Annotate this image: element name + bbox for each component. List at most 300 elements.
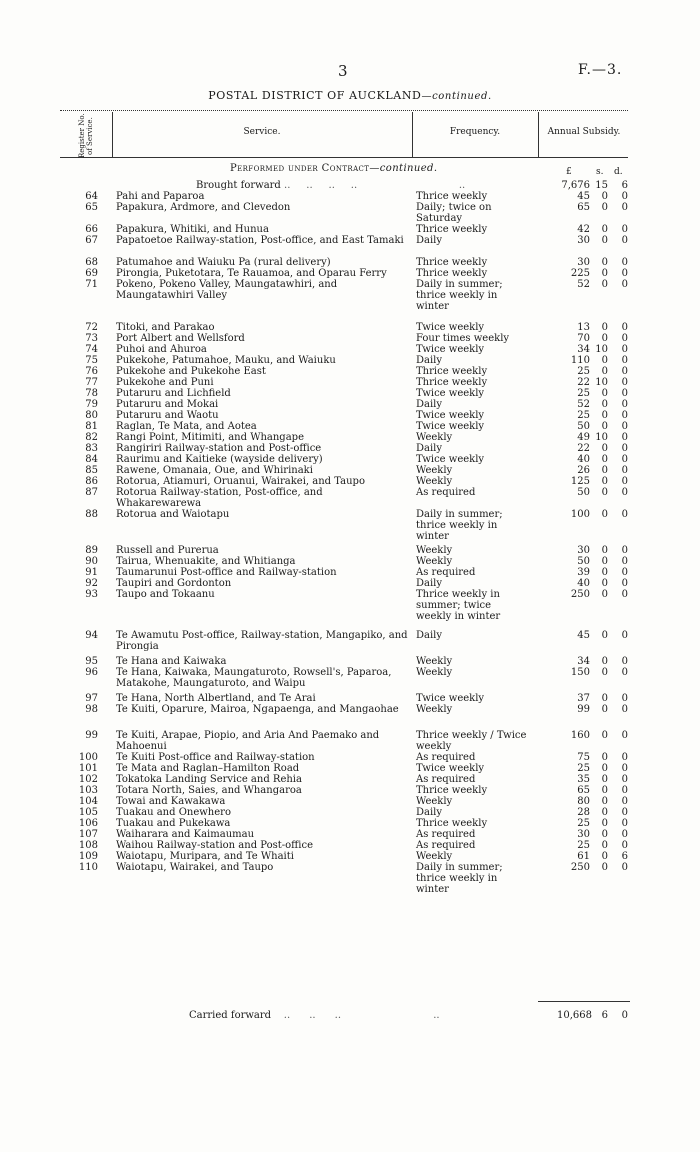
subsidy-pounds: 50 xyxy=(577,421,590,432)
service-route: Te Kuiti, Oparure, Mairoa, Ngapaenga, and Mangaohae xyxy=(116,704,399,715)
table-row xyxy=(0,257,700,268)
service-route: Rangi Point, Mitimiti, and Whangape xyxy=(116,432,304,443)
service-frequency: As required xyxy=(416,752,476,763)
annual-subsidy xyxy=(548,279,628,290)
section-heading xyxy=(230,163,437,174)
subsidy-shillings: 0 xyxy=(601,656,608,667)
subsidy-pounds: 25 xyxy=(577,763,590,774)
annual-subsidy xyxy=(548,465,628,476)
service-frequency: Four times weekly xyxy=(416,333,510,344)
service-frequency: Twice weekly xyxy=(416,344,485,355)
subsidy-shillings: 0 xyxy=(601,630,608,641)
subsidy-pence: 0 xyxy=(621,322,628,333)
subsidy-shillings: 0 xyxy=(601,487,608,498)
register-number: 100 xyxy=(78,752,98,763)
service-route: Patumahoe and Waiuku Pa (rural delivery) xyxy=(116,257,331,268)
subsidy-pence: 0 xyxy=(621,465,628,476)
service-frequency: Daily in summer; thrice weekly in winter xyxy=(416,279,503,312)
annual-subsidy xyxy=(548,476,628,487)
header-top-rule xyxy=(60,110,628,111)
service-frequency: Thrice weekly xyxy=(416,377,488,388)
annual-subsidy xyxy=(548,322,628,333)
subsidy-pounds: 225 xyxy=(570,268,590,279)
subsidy-pence: 0 xyxy=(621,235,628,246)
subsidy-shillings: 0 xyxy=(601,322,608,333)
register-number: 84 xyxy=(85,454,98,465)
subsidy-pence: 0 xyxy=(621,567,628,578)
service-frequency: Daily xyxy=(416,578,443,589)
subsidy-pence: 0 xyxy=(621,578,628,589)
subsidy-pounds: 160 xyxy=(570,730,590,741)
table-row xyxy=(0,589,700,630)
subsidy-pence: 0 xyxy=(621,693,628,704)
table-row xyxy=(0,807,700,818)
annual-subsidy xyxy=(548,785,628,796)
register-number: 107 xyxy=(78,829,98,840)
page-number: 3 xyxy=(338,62,348,80)
subsidy-pounds: 100 xyxy=(570,509,590,520)
service-frequency: As required xyxy=(416,487,476,498)
register-number: 93 xyxy=(85,589,98,600)
subsidy-pounds: 34 xyxy=(577,656,590,667)
register-number: 83 xyxy=(85,443,98,454)
subsidy-pence: 0 xyxy=(621,667,628,678)
total-rule xyxy=(538,1001,630,1002)
subsidy-shillings: 0 xyxy=(601,454,608,465)
annual-subsidy xyxy=(548,774,628,785)
service-route: Papakura, Whitiki, and Hunua xyxy=(116,224,269,235)
column-header-frequency: Frequency. xyxy=(449,127,501,137)
subsidy-pence: 0 xyxy=(621,630,628,641)
annual-subsidy xyxy=(548,355,628,366)
subsidy-pence: 0 xyxy=(621,785,628,796)
annual-subsidy xyxy=(548,589,628,600)
annual-subsidy xyxy=(548,454,628,465)
service-route: Waihou Railway-station and Post-office xyxy=(116,840,313,851)
subsidy-pounds: 45 xyxy=(577,630,590,641)
subsidy-pence: 0 xyxy=(621,829,628,840)
section-heading-text: Performed under Contract xyxy=(230,163,370,174)
document-reference: F.—3. xyxy=(578,62,623,78)
service-route: Raurimu and Kaitieke (wayside delivery) xyxy=(116,454,323,465)
subsidy-pounds: 250 xyxy=(570,589,590,600)
subsidy-shillings: 0 xyxy=(601,862,608,873)
service-frequency: Daily xyxy=(416,630,443,641)
subsidy-pounds: 30 xyxy=(577,545,590,556)
annual-subsidy xyxy=(548,410,628,421)
register-number: 87 xyxy=(85,487,98,498)
service-frequency: Weekly xyxy=(416,465,453,476)
subsidy-shillings: 0 xyxy=(601,235,608,246)
register-number: 95 xyxy=(85,656,98,667)
service-frequency: Weekly xyxy=(416,851,453,862)
register-number: 96 xyxy=(85,667,98,678)
service-route: Pahi and Paparoa xyxy=(116,191,205,202)
table-row xyxy=(0,235,700,257)
annual-subsidy xyxy=(548,840,628,851)
service-route: Rotorua and Waiotapu xyxy=(116,509,230,520)
service-route: Papakura, Ardmore, and Clevedon xyxy=(116,202,291,213)
register-number: 81 xyxy=(85,421,98,432)
carried-forward-label: Carried forward .. .. .. .. xyxy=(189,1010,440,1021)
subsidy-pounds: 37 xyxy=(577,693,590,704)
annual-subsidy xyxy=(548,545,628,556)
table-row xyxy=(0,454,700,465)
register-number: 82 xyxy=(85,432,98,443)
brought-forward-shillings: 15 xyxy=(595,180,608,191)
brought-forward-label: Brought forward .. .. .. .. .. xyxy=(196,180,466,191)
service-frequency: Twice weekly xyxy=(416,410,485,421)
subsidy-pounds: 30 xyxy=(577,257,590,268)
subsidy-shillings: 0 xyxy=(601,589,608,600)
table-row xyxy=(0,785,700,796)
subsidy-pence: 0 xyxy=(621,807,628,818)
register-number: 110 xyxy=(78,862,98,873)
annual-subsidy xyxy=(548,432,628,443)
table-row xyxy=(0,630,700,656)
annual-subsidy xyxy=(548,829,628,840)
subsidy-shillings: 0 xyxy=(601,829,608,840)
subsidy-shillings: 10 xyxy=(595,344,608,355)
service-route: Te Hana and Kaiwaka xyxy=(116,656,227,667)
service-frequency: Weekly xyxy=(416,545,453,556)
register-number: 89 xyxy=(85,545,98,556)
annual-subsidy xyxy=(548,399,628,410)
subsidy-pence: 0 xyxy=(621,421,628,432)
carried-forward-pounds: 10,668 xyxy=(557,1010,592,1021)
subsidy-pence: 0 xyxy=(621,840,628,851)
subsidy-pence: 6 xyxy=(621,851,628,862)
service-route: Te Kuiti, Arapae, Piopio, and Aria And Paemako and Mahoenui xyxy=(116,730,380,752)
page-title xyxy=(0,89,700,102)
subsidy-pounds: 125 xyxy=(570,476,590,487)
subsidy-pounds: 22 xyxy=(577,377,590,388)
subsidy-pounds: 42 xyxy=(577,224,590,235)
service-route: Tuakau and Pukekawa xyxy=(116,818,231,829)
subsidy-shillings: 10 xyxy=(595,377,608,388)
service-frequency: Weekly xyxy=(416,476,453,487)
subsidy-shillings: 0 xyxy=(601,818,608,829)
table-row xyxy=(0,443,700,454)
annual-subsidy xyxy=(548,730,628,741)
currency-shillings: s. xyxy=(596,167,604,177)
service-route: Putaruru and Waotu xyxy=(116,410,219,421)
service-route: Taupiri and Gordonton xyxy=(116,578,232,589)
subsidy-pence: 0 xyxy=(621,730,628,741)
subsidy-pence: 0 xyxy=(621,355,628,366)
subsidy-pounds: 65 xyxy=(577,785,590,796)
table-row xyxy=(0,796,700,807)
subsidy-pence: 0 xyxy=(621,399,628,410)
subsidy-shillings: 0 xyxy=(601,410,608,421)
service-frequency: As required xyxy=(416,829,476,840)
service-route: Putaruru and Mokai xyxy=(116,399,219,410)
service-route: Towai and Kawakawa xyxy=(116,796,226,807)
service-frequency: Weekly xyxy=(416,432,453,443)
carried-forward-amount xyxy=(548,1010,628,1021)
table-row xyxy=(0,399,700,410)
service-frequency: Twice weekly xyxy=(416,454,485,465)
subsidy-pence: 0 xyxy=(621,191,628,202)
service-frequency: Thrice weekly xyxy=(416,257,488,268)
table-row xyxy=(0,224,700,235)
currency-pence: d. xyxy=(614,167,623,177)
subsidy-pounds: 150 xyxy=(570,667,590,678)
annual-subsidy xyxy=(548,257,628,268)
brought-forward-pence: 6 xyxy=(621,180,628,191)
subsidy-pounds: 28 xyxy=(577,807,590,818)
table-row xyxy=(0,465,700,476)
subsidy-pounds: 70 xyxy=(577,333,590,344)
subsidy-pounds: 13 xyxy=(577,322,590,333)
register-number: 86 xyxy=(85,476,98,487)
subsidy-pounds: 25 xyxy=(577,840,590,851)
subsidy-pence: 0 xyxy=(621,432,628,443)
service-route: Rotorua, Atiamuri, Oruanui, Wairakei, and Taupo xyxy=(116,476,365,487)
subsidy-pence: 0 xyxy=(621,487,628,498)
subsidy-pounds: 65 xyxy=(577,202,590,213)
register-number: 69 xyxy=(85,268,98,279)
annual-subsidy xyxy=(548,344,628,355)
annual-subsidy xyxy=(548,421,628,432)
subsidy-pounds: 25 xyxy=(577,366,590,377)
subsidy-shillings: 0 xyxy=(601,774,608,785)
annual-subsidy xyxy=(548,268,628,279)
service-frequency: Weekly xyxy=(416,556,453,567)
service-frequency: Thrice weekly xyxy=(416,785,488,796)
subsidy-pence: 0 xyxy=(621,443,628,454)
annual-subsidy xyxy=(548,333,628,344)
subsidy-pence: 0 xyxy=(621,410,628,421)
subsidy-pounds: 50 xyxy=(577,556,590,567)
register-number: 66 xyxy=(85,224,98,235)
subsidy-pounds: 25 xyxy=(577,410,590,421)
register-number: 92 xyxy=(85,578,98,589)
service-route: Puhoi and Ahuroa xyxy=(116,344,207,355)
subsidy-pounds: 61 xyxy=(577,851,590,862)
service-route: Te Hana, Kaiwaka, Maungaturoto, Rowsell's, Paparoa, Matakohe, Maungaturoto, and Waipu xyxy=(116,667,392,689)
subsidy-pence: 0 xyxy=(621,333,628,344)
subsidy-shillings: 0 xyxy=(601,730,608,741)
register-number: 98 xyxy=(85,704,98,715)
currency-pounds: £ xyxy=(566,167,572,177)
service-route: Taupo and Tokaanu xyxy=(116,589,215,600)
subsidy-pounds: 40 xyxy=(577,578,590,589)
subsidy-shillings: 0 xyxy=(601,268,608,279)
subsidy-pence: 0 xyxy=(621,818,628,829)
annual-subsidy xyxy=(548,862,628,873)
subsidy-pence: 0 xyxy=(621,344,628,355)
annual-subsidy xyxy=(548,224,628,235)
table-row xyxy=(0,487,700,509)
subsidy-shillings: 0 xyxy=(601,388,608,399)
subsidy-pence: 0 xyxy=(621,476,628,487)
subsidy-shillings: 0 xyxy=(601,796,608,807)
table-row xyxy=(0,191,700,202)
register-number: 99 xyxy=(85,730,98,741)
subsidy-shillings: 0 xyxy=(601,443,608,454)
service-route: Rawene, Omanaia, Oue, and Whirinaki xyxy=(116,465,313,476)
subsidy-shillings: 10 xyxy=(595,432,608,443)
annual-subsidy xyxy=(548,377,628,388)
table-row xyxy=(0,704,700,730)
subsidy-shillings: 0 xyxy=(601,752,608,763)
header-bottom-rule xyxy=(60,157,628,158)
subsidy-shillings: 0 xyxy=(601,509,608,520)
subsidy-pounds: 26 xyxy=(577,465,590,476)
subsidy-shillings: 0 xyxy=(601,840,608,851)
subsidy-shillings: 0 xyxy=(601,399,608,410)
register-number: 85 xyxy=(85,465,98,476)
page-title-text: POSTAL DISTRICT OF AUCKLAND xyxy=(208,89,422,102)
service-route: Te Awamutu Post-office, Railway-station, Mangapiko, and Pirongia xyxy=(116,630,408,652)
register-number: 88 xyxy=(85,509,98,520)
annual-subsidy xyxy=(548,693,628,704)
register-number: 79 xyxy=(85,399,98,410)
service-route: Russell and Purerua xyxy=(116,545,219,556)
service-frequency: Daily xyxy=(416,399,443,410)
service-frequency: Thrice weekly xyxy=(416,224,488,235)
subsidy-pence: 0 xyxy=(621,388,628,399)
subsidy-pounds: 80 xyxy=(577,796,590,807)
service-frequency: Daily; twice on Saturday xyxy=(416,202,492,224)
subsidy-pence: 0 xyxy=(621,704,628,715)
table-row xyxy=(0,829,700,840)
table-row xyxy=(0,377,700,388)
subsidy-shillings: 0 xyxy=(601,693,608,704)
subsidy-pence: 0 xyxy=(621,545,628,556)
annual-subsidy xyxy=(548,752,628,763)
subsidy-pounds: 40 xyxy=(577,454,590,465)
table-row xyxy=(0,862,700,895)
register-number: 64 xyxy=(85,191,98,202)
table-row xyxy=(0,556,700,567)
column-header-service: Service. xyxy=(243,127,281,137)
annual-subsidy xyxy=(548,630,628,641)
service-route: Putaruru and Lichfield xyxy=(116,388,231,399)
subsidy-shillings: 0 xyxy=(601,567,608,578)
section-heading-suffix: —continued. xyxy=(369,163,438,174)
subsidy-pence: 0 xyxy=(621,279,628,290)
service-frequency: Weekly xyxy=(416,667,453,678)
service-route: Rangiriri Railway-station and Post-office xyxy=(116,443,322,454)
service-route: Pokeno, Pokeno Valley, Maungatawhiri, and Maungatawhiri Valley xyxy=(116,279,338,301)
subsidy-shillings: 0 xyxy=(601,578,608,589)
register-number: 103 xyxy=(78,785,98,796)
service-route: Pukekohe and Pukekohe East xyxy=(116,366,266,377)
subsidy-shillings: 0 xyxy=(601,257,608,268)
service-route: Waiharara and Kaimaumau xyxy=(116,829,255,840)
subsidy-pounds: 25 xyxy=(577,818,590,829)
table-row xyxy=(0,279,700,322)
register-number: 90 xyxy=(85,556,98,567)
table-row xyxy=(0,693,700,704)
subsidy-pounds: 45 xyxy=(577,191,590,202)
subsidy-shillings: 0 xyxy=(601,279,608,290)
service-route: Tairua, Whenuakite, and Whitianga xyxy=(116,556,296,567)
subsidy-pence: 0 xyxy=(621,509,628,520)
service-route: Titoki, and Parakao xyxy=(116,322,215,333)
service-frequency: Daily xyxy=(416,807,443,818)
register-number: 75 xyxy=(85,355,98,366)
subsidy-shillings: 0 xyxy=(601,704,608,715)
annual-subsidy xyxy=(548,487,628,498)
subsidy-pence: 0 xyxy=(621,268,628,279)
subsidy-shillings: 0 xyxy=(601,763,608,774)
subsidy-pounds: 250 xyxy=(570,862,590,873)
register-number: 73 xyxy=(85,333,98,344)
service-frequency: Thrice weekly in summer; twice weekly in winter xyxy=(416,589,501,622)
subsidy-pounds: 30 xyxy=(577,829,590,840)
register-number: 104 xyxy=(78,796,98,807)
annual-subsidy xyxy=(548,851,628,862)
annual-subsidy xyxy=(548,818,628,829)
annual-subsidy xyxy=(548,366,628,377)
service-frequency: As required xyxy=(416,567,476,578)
service-frequency: Daily xyxy=(416,235,443,246)
service-route: Pukekohe, Patumahoe, Mauku, and Waiuku xyxy=(116,355,336,366)
register-number: 91 xyxy=(85,567,98,578)
subsidy-shillings: 0 xyxy=(601,355,608,366)
brought-forward-pounds: 7,676 xyxy=(561,180,590,191)
register-number: 74 xyxy=(85,344,98,355)
column-header-subsidy: Annual Subsidy. xyxy=(547,127,621,137)
register-number: 67 xyxy=(85,235,98,246)
annual-subsidy xyxy=(548,556,628,567)
subsidy-shillings: 0 xyxy=(601,333,608,344)
table-row xyxy=(0,840,700,851)
table-row xyxy=(0,730,700,752)
service-frequency: Twice weekly xyxy=(416,421,485,432)
service-route: Taumarunui Post-office and Railway-station xyxy=(116,567,337,578)
service-route: Waiotapu, Muripara, and Te Whaiti xyxy=(116,851,294,862)
table-row xyxy=(0,818,700,829)
service-frequency: Weekly xyxy=(416,656,453,667)
table-row xyxy=(0,366,700,377)
register-number: 105 xyxy=(78,807,98,818)
table-row xyxy=(0,567,700,578)
table-row xyxy=(0,432,700,443)
service-frequency: Thrice weekly xyxy=(416,268,488,279)
subsidy-pence: 0 xyxy=(621,454,628,465)
annual-subsidy xyxy=(548,656,628,667)
register-number: 109 xyxy=(78,851,98,862)
subsidy-pence: 0 xyxy=(621,556,628,567)
annual-subsidy xyxy=(548,443,628,454)
subsidy-pence: 0 xyxy=(621,774,628,785)
subsidy-shillings: 0 xyxy=(601,465,608,476)
subsidy-pounds: 75 xyxy=(577,752,590,763)
service-frequency: Twice weekly xyxy=(416,322,485,333)
subsidy-pounds: 99 xyxy=(577,704,590,715)
subsidy-pence: 0 xyxy=(621,224,628,235)
subsidy-pence: 0 xyxy=(621,377,628,388)
table-row xyxy=(0,509,700,545)
service-frequency: Thrice weekly / Twice weekly xyxy=(416,730,527,752)
subsidy-shillings: 0 xyxy=(601,785,608,796)
subsidy-shillings: 0 xyxy=(601,366,608,377)
service-route: Te Hana, North Albertland, and Te Arai xyxy=(116,693,316,704)
subsidy-pounds: 25 xyxy=(577,388,590,399)
table-row xyxy=(0,851,700,862)
table-row xyxy=(0,410,700,421)
table-row xyxy=(0,774,700,785)
register-number: 80 xyxy=(85,410,98,421)
subsidy-pence: 0 xyxy=(621,752,628,763)
subsidy-shillings: 0 xyxy=(601,545,608,556)
subsidy-pounds: 52 xyxy=(577,279,590,290)
register-number: 97 xyxy=(85,693,98,704)
